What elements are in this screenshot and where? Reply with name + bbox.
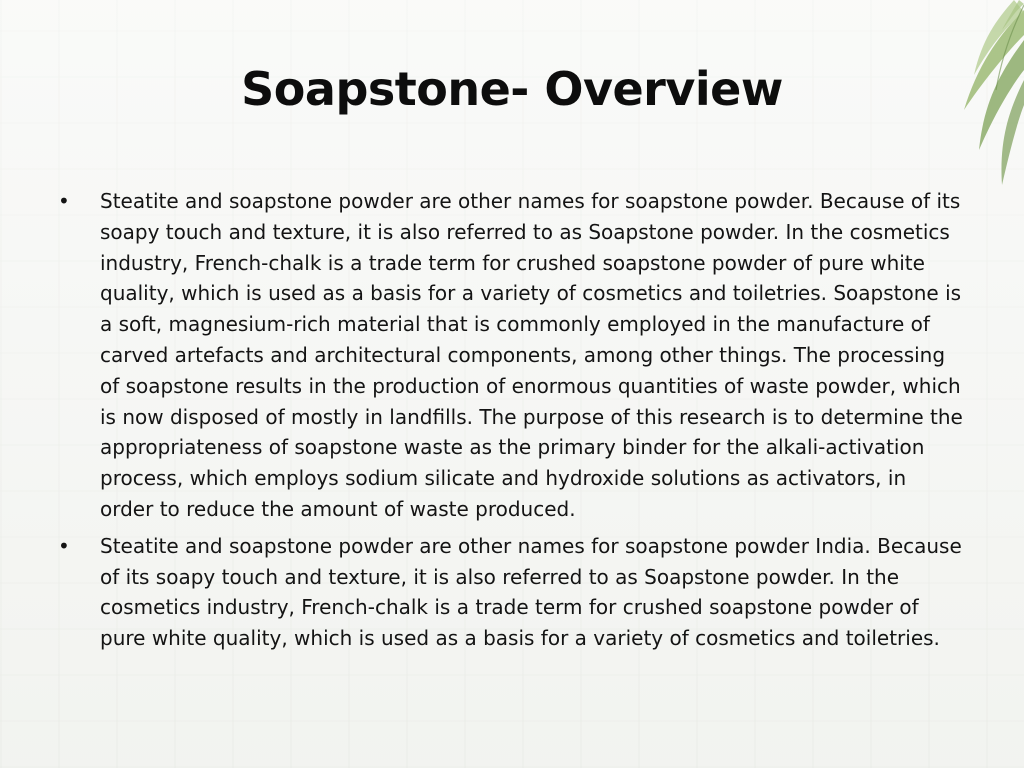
bullet-text: Steatite and soapstone powder are other names for soapstone powder. Because of its soapy touch and texture, it is also referred to as Soapstone powder. In the cosmetics industry, French-chalk is a trade term for crushed soapstone powder of pure white quality, which is used as a basis for a variety of cosmetics and toiletries. Soapstone is a soft, magnesium-rich material that is commonly employed in the manufacture of carved artefacts and architectural components, among other things. The processing of soapstone results in the production of enormous quantities of waste powder, which is now disposed of mostly in landfills. The purpose of this research is to determine the appropriateness of soapstone waste as the primary binder for the alkali-activation process, which employs sodium silicate and hydroxide solutions as activators, in order to reduce the amount of waste produced. [100, 189, 963, 521]
bullet-item [58, 531, 963, 654]
bullet-item [58, 186, 963, 525]
bullet-marker: • [58, 533, 70, 558]
bullet-marker: • [58, 189, 70, 213]
bullet-text: Steatite and soapstone powder are other names for soapstone powder India. Because of its soapy touch and texture, it is also referred to as Soapstone powder. In the cosmetics industry, French-chalk is a trade term for crushed soapstone powder of pure white quality, which is used as a basis for a variety of cosmetics and toiletries. [100, 533, 962, 651]
slide-title: Soapstone- Overview [241, 62, 783, 116]
bullet-list [58, 186, 963, 660]
